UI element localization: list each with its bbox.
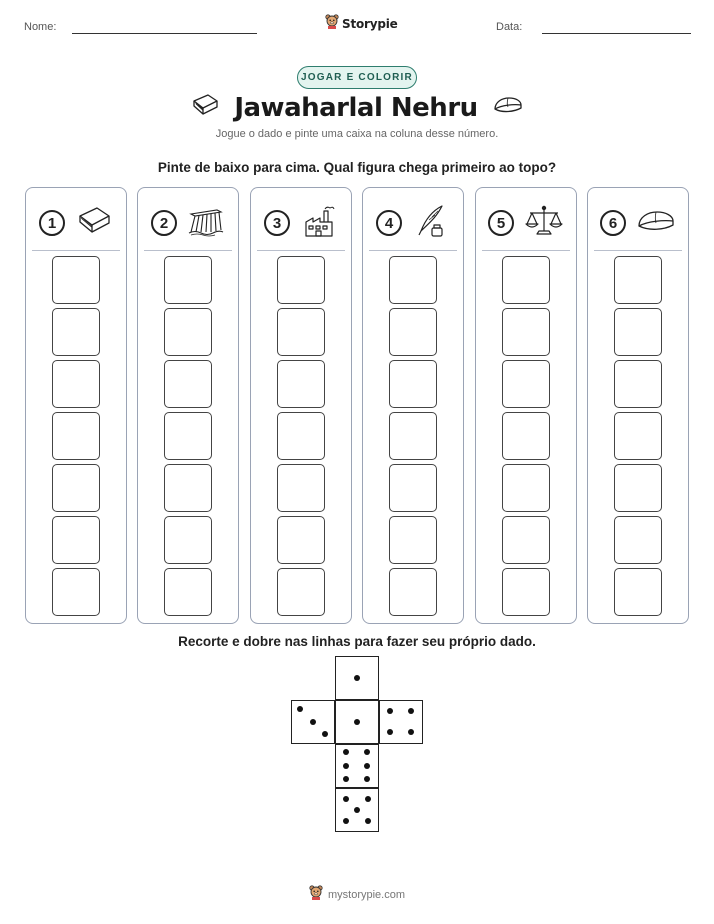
die-pip: [343, 776, 349, 782]
color-box[interactable]: [52, 516, 100, 564]
column-header: [251, 198, 351, 248]
color-box[interactable]: [164, 412, 212, 460]
die-face-4: [379, 700, 423, 744]
quill-inkwell-icon: [412, 204, 450, 243]
name-line: [72, 33, 257, 34]
column-4: [362, 187, 464, 624]
column-2: [137, 187, 239, 624]
die-pip: [310, 719, 316, 725]
column-number: 4: [376, 210, 402, 236]
die-pip: [387, 708, 393, 714]
color-box[interactable]: [614, 256, 662, 304]
column-number: 1: [39, 210, 65, 236]
bear-icon: [309, 884, 323, 905]
title-row: [0, 92, 714, 123]
page-title: Jawaharlal Nehru: [234, 92, 478, 123]
die-pip: [364, 776, 370, 782]
color-box[interactable]: [52, 308, 100, 356]
column-number: 3: [264, 210, 290, 236]
die-pip: [322, 731, 328, 737]
die-pip: [343, 818, 349, 824]
book-icon: [75, 204, 113, 243]
column-number: 6: [600, 210, 626, 236]
color-box[interactable]: [389, 360, 437, 408]
color-box[interactable]: [614, 412, 662, 460]
die-pip: [364, 749, 370, 755]
column-header: [363, 198, 463, 248]
die-pip: [297, 706, 303, 712]
color-box[interactable]: [277, 412, 325, 460]
die-pip: [354, 675, 360, 681]
color-box[interactable]: [389, 464, 437, 512]
die-pip: [354, 807, 360, 813]
color-box[interactable]: [389, 256, 437, 304]
color-box[interactable]: [277, 516, 325, 564]
date-label: Data:: [496, 21, 523, 33]
die-pip: [365, 818, 371, 824]
column-divider: [369, 250, 457, 251]
scales-icon: [524, 204, 564, 243]
color-box[interactable]: [52, 412, 100, 460]
footer-url: mystorypie.com: [327, 888, 406, 901]
date-line: [542, 33, 691, 34]
color-box[interactable]: [52, 256, 100, 304]
color-box[interactable]: [164, 516, 212, 564]
instruction-top: Pinte de baixo para cima. Qual figura chega primeiro ao topo?: [157, 160, 557, 175]
color-box[interactable]: [164, 464, 212, 512]
factory-icon: [300, 204, 338, 243]
column-header: [476, 198, 576, 248]
die-pip: [343, 763, 349, 769]
color-box[interactable]: [52, 360, 100, 408]
die-pip: [408, 729, 414, 735]
activity-badge: JOGAR E COLORIR: [297, 66, 417, 89]
color-box[interactable]: [502, 308, 550, 356]
color-box[interactable]: [389, 516, 437, 564]
brand-name: Storypie: [342, 16, 398, 31]
color-box[interactable]: [614, 360, 662, 408]
footer: [0, 884, 714, 905]
column-3: [250, 187, 352, 624]
book-icon: [190, 92, 220, 123]
die-face-5: [335, 788, 379, 832]
die-pip: [343, 796, 349, 802]
color-box[interactable]: [389, 412, 437, 460]
color-box[interactable]: [502, 360, 550, 408]
column-6: [587, 187, 689, 624]
color-box[interactable]: [614, 464, 662, 512]
color-box[interactable]: [277, 568, 325, 616]
color-box[interactable]: [502, 464, 550, 512]
die-pip: [354, 719, 360, 725]
color-box[interactable]: [164, 308, 212, 356]
gandhi-cap-icon: [492, 94, 524, 121]
column-divider: [594, 250, 682, 251]
die-face-3: [291, 700, 335, 744]
color-box[interactable]: [164, 256, 212, 304]
name-label: Nome:: [24, 21, 57, 33]
die-pip: [387, 729, 393, 735]
color-box[interactable]: [164, 360, 212, 408]
color-box[interactable]: [614, 568, 662, 616]
color-box[interactable]: [277, 360, 325, 408]
column-5: [475, 187, 577, 624]
column-header: [26, 198, 126, 248]
column-divider: [257, 250, 345, 251]
color-box[interactable]: [277, 308, 325, 356]
color-box[interactable]: [502, 516, 550, 564]
color-box[interactable]: [389, 568, 437, 616]
column-1: [25, 187, 127, 624]
column-divider: [144, 250, 232, 251]
color-box[interactable]: [614, 308, 662, 356]
color-box[interactable]: [164, 568, 212, 616]
color-box[interactable]: [502, 568, 550, 616]
gandhi-cap-icon: [636, 206, 676, 241]
bear-icon: [325, 13, 339, 34]
die-pip: [365, 796, 371, 802]
die-pip: [364, 763, 370, 769]
color-box[interactable]: [52, 568, 100, 616]
column-header: [138, 198, 238, 248]
dam-icon: [187, 204, 225, 243]
die-face-6: [335, 744, 379, 788]
column-number: 5: [488, 210, 514, 236]
color-box[interactable]: [277, 464, 325, 512]
color-box[interactable]: [277, 256, 325, 304]
column-number: 2: [151, 210, 177, 236]
color-box[interactable]: [389, 308, 437, 356]
column-header: [588, 198, 688, 248]
color-box[interactable]: [502, 256, 550, 304]
column-divider: [32, 250, 120, 251]
storypie-logo: [325, 13, 398, 34]
instruction-bottom: Recorte e dobre nas linhas para fazer seu próprio dado.: [178, 634, 536, 649]
subtitle: Jogue o dado e pinte uma caixa na coluna desse número.: [215, 128, 499, 140]
column-divider: [482, 250, 570, 251]
color-box[interactable]: [52, 464, 100, 512]
die-face-1: [335, 656, 379, 700]
color-box[interactable]: [502, 412, 550, 460]
color-box[interactable]: [614, 516, 662, 564]
die-face-1: [335, 700, 379, 744]
die-pip: [408, 708, 414, 714]
die-pip: [343, 749, 349, 755]
